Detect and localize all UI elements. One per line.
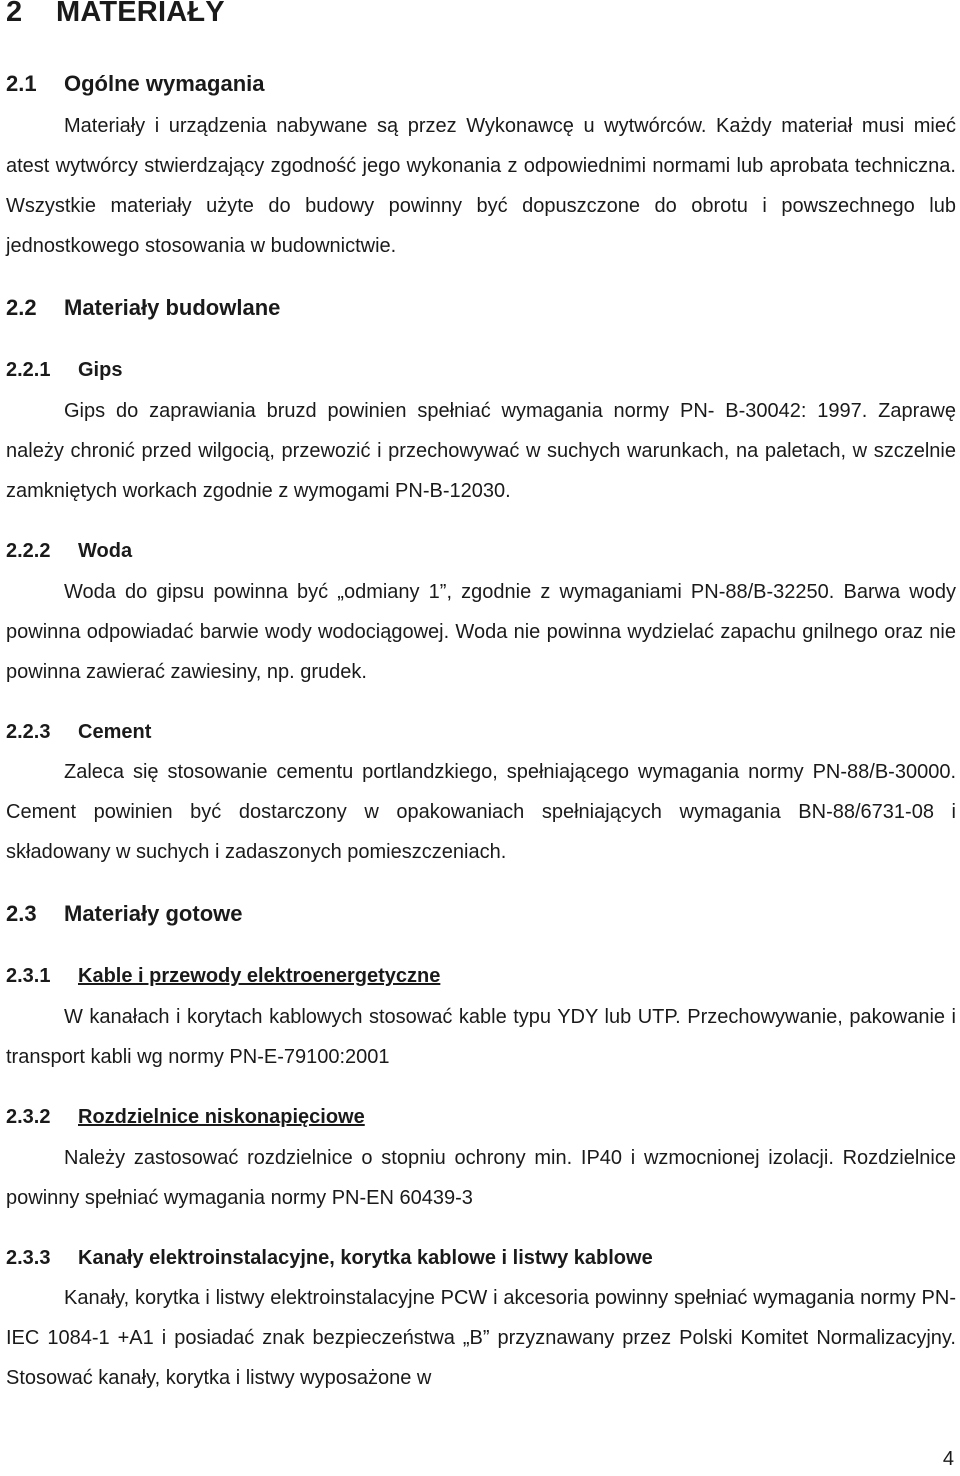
subsection-heading-2-2-1: [6, 357, 122, 383]
section-title: Materiały gotowe: [64, 901, 243, 926]
subsection-text-2-3-2: Należy zastosować rozdzielnice o stopniu ochrony min. IP40 i wzmocnionej izolacji. Rozdzielnice powinny spełniać wymagania normy PN-EN 60439-3: [6, 1147, 956, 1209]
section-number: 2.1: [6, 71, 37, 96]
subsection-title: Kable i przewody elektroenergetyczne: [78, 965, 441, 987]
subsection-heading-2-3-3: [6, 1245, 653, 1271]
chapter-number: 2: [6, 0, 23, 28]
section-heading-2-3: [6, 900, 242, 928]
subsection-title: Woda: [78, 540, 133, 562]
subsection-number: 2.3.2: [6, 1106, 51, 1128]
chapter-title: MATERIAŁY: [56, 0, 225, 28]
subsection-title: Gips: [78, 359, 123, 381]
section-text-2-1: Materiały i urządzenia nabywane są przez Wykonawcę u wytwórców. Każdy materiał musi mieć atest wytwórcy stwierdzający zgodność jego wykonania z odpowiednimi normami lub aprobata techniczna. Wszystkie materiały użyte do budowy powinny być dopuszczone do obrotu i powszechnego lub jednostkowego stosowania w budownictwie.: [6, 115, 956, 257]
subsection-number: 2.2.2: [6, 540, 51, 562]
subsection-heading-2-2-3: [6, 719, 151, 745]
subsection-text-2-2-2: Woda do gipsu powinna być „odmiany 1”, zgodnie z wymaganiami PN-88/B-32250. Barwa wody powinna odpowiadać barwie wody wodociągowej. Woda nie powinna wydzielać zapachu gnilnego oraz nie powinna zawierać zawiesiny, np. grudek.: [6, 581, 956, 683]
section-heading-2-1: [6, 70, 265, 98]
subsection-text-2-3-3: Kanały, korytka i listwy elektroinstalacyjne PCW i akcesoria powinny spełniać wymagania normy PN-IEC 1084-1 +A1 i posiadać znak bezpieczeństwa „B” przyznawany przez Polski Komitet Normalizacyjny. Stosować kanały, korytka i listwy wyposażone w: [6, 1287, 956, 1389]
subsection-number: 2.3.1: [6, 965, 51, 987]
subsection-number: 2.2.3: [6, 721, 51, 743]
subsection-number: 2.3.3: [6, 1247, 51, 1269]
subsection-title: Cement: [78, 721, 152, 743]
subsection-text-2-2-1: Gips do zaprawiania bruzd powinien spełniać wymagania normy PN- B-30042: 1997. Zaprawę należy chronić przed wilgocią, przewozić i przechowywać w suchych warunkach, na paletach, w szczelnie zamkniętych workach zgodnie z wymogami PN-B-12030.: [6, 400, 956, 502]
subsection-title: Kanały elektroinstalacyjne, korytka kablowe i listwy kablowe: [78, 1247, 653, 1269]
section-number: 2.2: [6, 295, 37, 320]
section-number: 2.3: [6, 901, 37, 926]
subsection-heading-2-2-2: [6, 538, 132, 564]
subsection-heading-2-3-1: [6, 963, 440, 989]
subsection-title: Rozdzielnice niskonapięciowe: [78, 1106, 365, 1128]
section-heading-2-2: [6, 294, 280, 322]
subsection-text-2-3-1: W kanałach i korytach kablowych stosować kable typu YDY lub UTP. Przechowywanie, pakowanie i transport kabli wg normy PN-E-79100:2001: [6, 1006, 956, 1068]
section-title: Ogólne wymagania: [64, 71, 265, 96]
page-number: 4: [942, 1448, 954, 1470]
subsection-heading-2-3-2: [6, 1104, 365, 1130]
chapter-heading: [6, 0, 225, 29]
section-title: Materiały budowlane: [64, 295, 281, 320]
subsection-number: 2.2.1: [6, 359, 51, 381]
subsection-text-2-2-3: Zaleca się stosowanie cementu portlandzkiego, spełniającego wymagania normy PN-88/B-30000. Cement powinien być dostarczony w opakowaniach spełniających wymagania BN-88/6731-08 i składowany w suchych i zadaszonych pomieszczeniach.: [6, 761, 956, 863]
